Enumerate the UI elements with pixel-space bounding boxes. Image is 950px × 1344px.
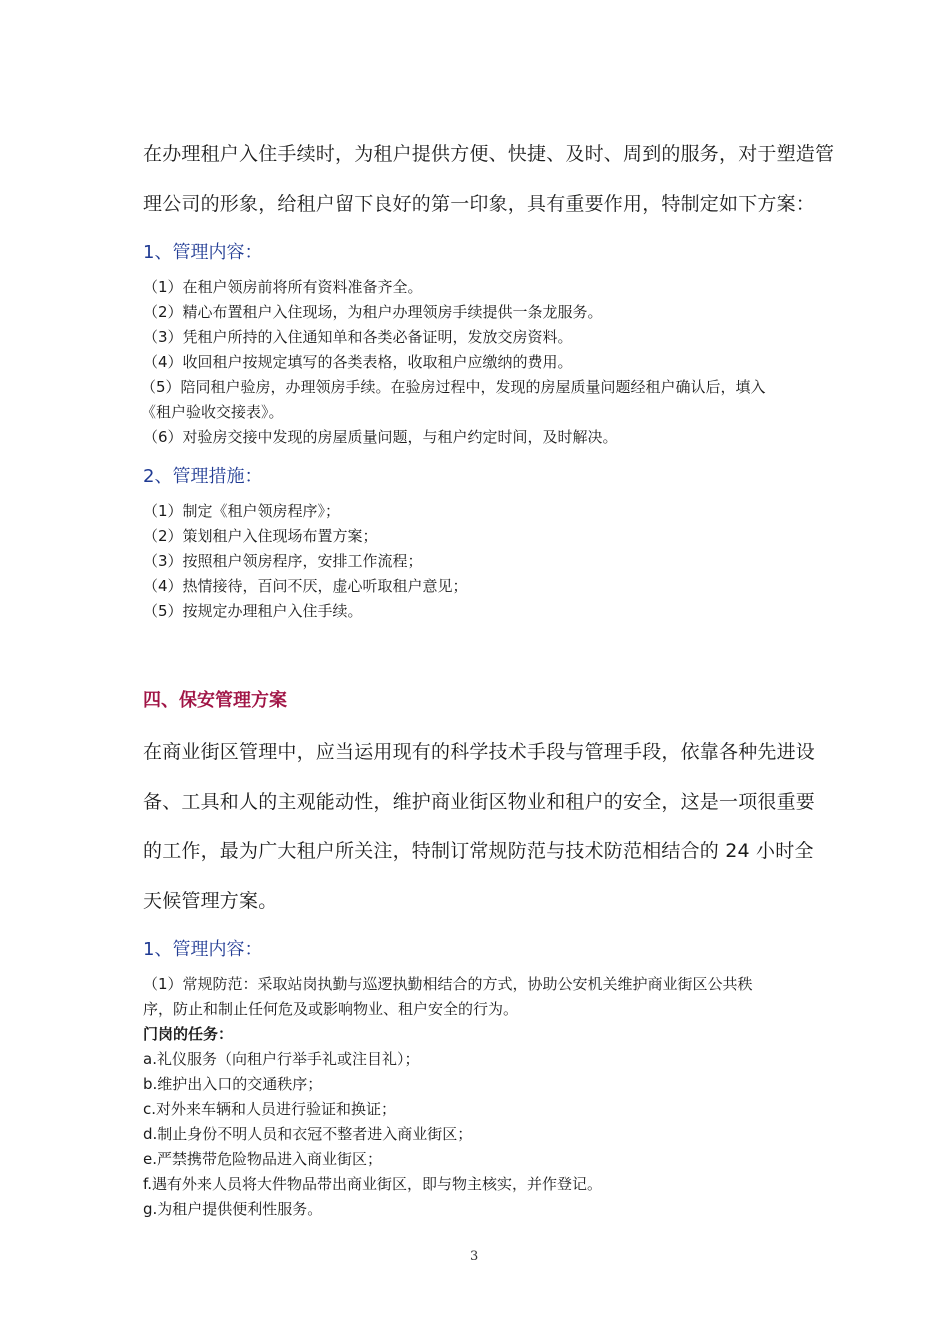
section1-item: （4）收回租户按规定填写的各类表格，收取租户应缴纳的费用。 [143,353,573,371]
section2-item: （3）按照租户领房程序，安排工作流程； [143,552,423,570]
gate-task-item: d.制止身份不明人员和衣冠不整者进入商业街区； [143,1125,473,1143]
section1-heading: 1、管理内容： [143,242,263,263]
section3-item1-line1: （1）常规防范：采取站岗执勤与巡逻执勤相结合的方式，协助公安机关维护商业街区公共秩 [143,975,753,993]
section1-item: （6）对验房交接中发现的房屋质量问题，与租户约定时间，及时解决。 [143,428,618,446]
section2-item: （4）热情接待，百问不厌，虚心听取租户意见； [143,577,468,595]
chapter4-para-line: 备、工具和人的主观能动性，维护商业街区物业和租户的安全，这是一项很重要 [143,791,816,813]
chapter4-para-line: 天候管理方案。 [143,890,278,912]
intro-line-2: 理公司的形象，给租户留下良好的第一印象，具有重要作用，特制定如下方案： [143,193,816,215]
chapter4-para-line: 在商业街区管理中，应当运用现有的科学技术手段与管理手段，依靠各种先进设 [143,741,816,763]
chapter4-heading: 四、保安管理方案 [143,690,287,711]
section1-item: （3）凭租户所持的入住通知单和各类必备证明，发放交房资料。 [143,328,573,346]
section1-item: （2）精心布置租户入住现场，为租户办理领房手续提供一条龙服务。 [143,303,603,321]
gate-task-item: f.遇有外来人员将大件物品带出商业街区，即与物主核实，并作登记。 [143,1175,602,1193]
gate-task-item: g.为租户提供便利性服务。 [143,1200,323,1218]
section2-heading: 2、管理措施： [143,466,263,487]
section1-item: （1）在租户领房前将所有资料准备齐全。 [143,278,423,296]
section3-item1-line2: 序，防止和制止任何危及或影响物业、租户安全的行为。 [143,1000,519,1018]
section1-item: （5）陪同租户验房，办理领房手续。在验房过程中，发现的房屋质量问题经租户确认后，填入 [141,378,766,396]
section2-item: （1）制定《租户领房程序》； [143,502,341,520]
gate-task-item: a.礼仪服务（向租户行举手礼或注目礼）； [143,1050,420,1068]
gate-tasks-title: 门岗的任务： [143,1025,234,1043]
gate-task-item: b.维护出入口的交通秩序； [143,1075,323,1093]
page-number: 3 [470,1249,479,1264]
gate-task-item: c.对外来车辆和人员进行验证和换证； [143,1100,397,1118]
section3-heading: 1、管理内容： [143,939,263,960]
gate-task-item: e.严禁携带危险物品进入商业街区； [143,1150,382,1168]
section1-item: 《租户验收交接表》。 [141,403,284,421]
chapter4-para-line: 的工作，最为广大租户所关注，特制订常规防范与技术防范相结合的 24 小时全 [143,840,814,862]
intro-line-1: 在办理租户入住手续时，为租户提供方便、快捷、及时、周到的服务，对于塑造管 [143,143,835,165]
section2-item: （5）按规定办理租户入住手续。 [143,602,363,620]
section2-item: （2）策划租户入住现场布置方案； [143,527,378,545]
